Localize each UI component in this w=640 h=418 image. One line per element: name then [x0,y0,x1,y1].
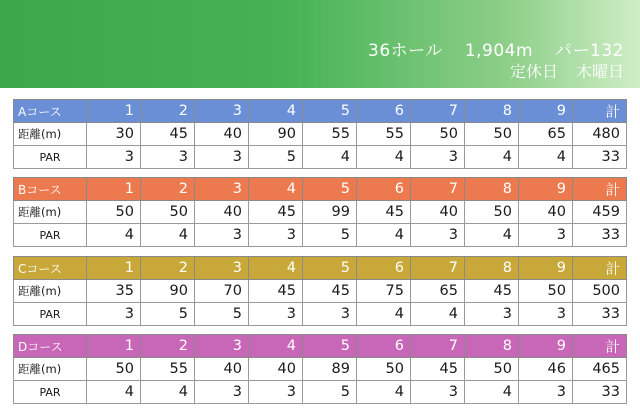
par-cell: 4 [465,146,519,169]
distance-cell: 45 [249,280,303,303]
distance-cell: 55 [141,358,195,381]
distance-cell: 50 [411,123,465,146]
distance-cell: 45 [465,280,519,303]
par-cell: 4 [357,303,411,326]
par-cell: 3 [411,146,465,169]
hole-number: 8 [465,335,519,358]
distance-cell: 40 [195,201,249,224]
hole-number: 7 [411,335,465,358]
distance-cell: 45 [411,358,465,381]
hole-number: 9 [519,178,573,201]
par-cell: 3 [465,303,519,326]
distance-row-label: 距離(m) [14,123,87,146]
distance-cell: 50 [465,358,519,381]
total-distance: 1,904m [464,41,534,61]
par-cell: 4 [303,146,357,169]
hole-number: 6 [357,178,411,201]
hole-number: 1 [87,178,141,201]
total-header: 計 [573,335,627,358]
hole-number: 7 [411,178,465,201]
par-cell: 3 [195,146,249,169]
distance-row-label: 距離(m) [14,358,87,381]
course-header-row [14,257,627,280]
distance-cell: 40 [195,123,249,146]
par-cell: 3 [519,381,573,404]
par-cell: 5 [303,224,357,247]
distance-cell: 40 [249,358,303,381]
hole-number: 1 [87,100,141,123]
par-cell: 3 [249,303,303,326]
hole-number: 2 [141,335,195,358]
hole-number: 2 [141,178,195,201]
holes-count: 36ホール [368,41,443,61]
distance-cell: 70 [195,280,249,303]
hole-number: 2 [141,100,195,123]
course-header-row [14,100,627,123]
par-cell: 3 [249,224,303,247]
par-cell: 3 [519,224,573,247]
distance-cell: 99 [303,201,357,224]
par-row-label: PAR [14,381,87,404]
hole-number: 6 [357,100,411,123]
par-cell: 4 [87,381,141,404]
distance-cell: 90 [249,123,303,146]
hole-number: 8 [465,257,519,280]
hole-number: 5 [303,100,357,123]
hole-number: 6 [357,335,411,358]
distance-cell: 50 [465,123,519,146]
hole-number: 8 [465,100,519,123]
hole-number: 1 [87,257,141,280]
distance-row [14,123,627,146]
total-header: 計 [573,178,627,201]
closed-day-label: 定休日 [509,62,558,81]
par-cell: 3 [303,303,357,326]
hole-number: 2 [141,257,195,280]
course-b-table [13,177,627,247]
par-cell: 3 [195,381,249,404]
distance-cell: 35 [87,280,141,303]
par-cell: 3 [411,224,465,247]
par-cell: 4 [357,381,411,404]
distance-cell: 50 [141,201,195,224]
par-total: 33 [573,303,627,326]
course-header-row [14,178,627,201]
hole-number: 9 [519,100,573,123]
par-total: 33 [573,146,627,169]
total-par: パー132 [555,41,624,61]
distance-row-label: 距離(m) [14,201,87,224]
par-cell: 3 [195,224,249,247]
distance-cell: 45 [141,123,195,146]
par-cell: 5 [303,381,357,404]
hole-number: 3 [195,257,249,280]
closed-day-info [492,59,624,82]
par-row [14,224,627,247]
par-row-label: PAR [14,303,87,326]
distance-cell: 65 [519,123,573,146]
distance-total: 459 [573,201,627,224]
distance-cell: 40 [411,201,465,224]
par-cell: 5 [141,303,195,326]
par-cell: 4 [357,146,411,169]
par-cell: 4 [141,224,195,247]
hole-number: 5 [303,257,357,280]
course-name: Bコース [14,178,87,201]
hole-number: 9 [519,257,573,280]
course-name: Dコース [14,335,87,358]
course-header-row [14,335,627,358]
distance-row [14,280,627,303]
hole-number: 9 [519,335,573,358]
distance-cell: 40 [519,201,573,224]
hole-number: 4 [249,100,303,123]
hole-number: 6 [357,257,411,280]
course-a-table [13,99,627,169]
hole-number: 5 [303,178,357,201]
hole-number: 5 [303,335,357,358]
par-row [14,303,627,326]
header-banner [0,0,640,88]
hole-number: 3 [195,178,249,201]
hole-number: 4 [249,178,303,201]
distance-cell: 45 [249,201,303,224]
hole-number: 1 [87,335,141,358]
hole-number: 4 [249,257,303,280]
course-c-table [13,256,627,326]
course-name: Cコース [14,257,87,280]
hole-number: 7 [411,100,465,123]
distance-cell: 90 [141,280,195,303]
distance-cell: 30 [87,123,141,146]
distance-cell: 50 [87,201,141,224]
distance-cell: 75 [357,280,411,303]
par-row-label: PAR [14,224,87,247]
distance-cell: 55 [303,123,357,146]
course-d-table [13,334,627,404]
par-cell: 3 [249,381,303,404]
total-header: 計 [573,257,627,280]
distance-cell: 50 [357,358,411,381]
distance-total: 465 [573,358,627,381]
course-name: Aコース [14,100,87,123]
distance-cell: 45 [303,280,357,303]
distance-total: 480 [573,123,627,146]
par-row-label: PAR [14,146,87,169]
hole-number: 3 [195,100,249,123]
par-cell: 5 [195,303,249,326]
distance-row-label: 距離(m) [14,280,87,303]
hole-number: 8 [465,178,519,201]
par-cell: 3 [87,146,141,169]
par-cell: 4 [87,224,141,247]
par-row [14,381,627,404]
par-cell: 5 [249,146,303,169]
distance-row [14,201,627,224]
par-row [14,146,627,169]
distance-cell: 50 [465,201,519,224]
distance-cell: 89 [303,358,357,381]
distance-cell: 55 [357,123,411,146]
par-cell: 3 [519,303,573,326]
hole-number: 3 [195,335,249,358]
hole-number: 4 [249,335,303,358]
distance-cell: 50 [519,280,573,303]
total-header: 計 [573,100,627,123]
par-total: 33 [573,224,627,247]
par-cell: 4 [411,303,465,326]
distance-cell: 65 [411,280,465,303]
par-total: 33 [573,381,627,404]
par-cell: 3 [141,146,195,169]
distance-cell: 50 [87,358,141,381]
distance-row [14,358,627,381]
closed-day-value: 木曜日 [575,62,624,81]
par-cell: 4 [465,224,519,247]
distance-total: 500 [573,280,627,303]
par-cell: 4 [519,146,573,169]
par-cell: 4 [357,224,411,247]
hole-number: 7 [411,257,465,280]
par-cell: 3 [87,303,141,326]
course-summary [346,36,624,61]
par-cell: 3 [411,381,465,404]
distance-cell: 45 [357,201,411,224]
distance-cell: 40 [195,358,249,381]
par-cell: 4 [141,381,195,404]
distance-cell: 46 [519,358,573,381]
par-cell: 4 [465,381,519,404]
